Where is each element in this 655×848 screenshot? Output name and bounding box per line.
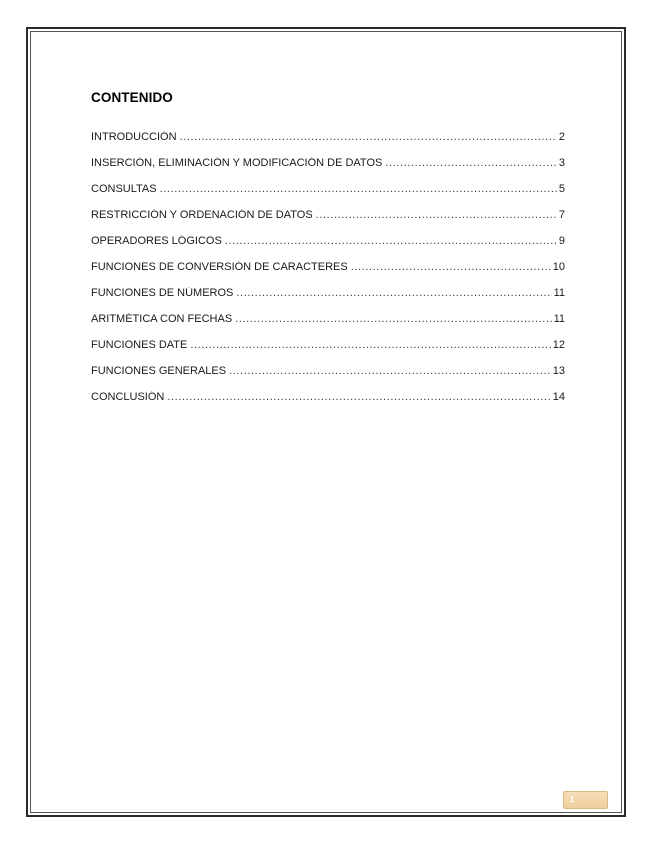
toc-entry[interactable] (91, 235, 565, 261)
toc-entry-page: 11 (553, 287, 565, 299)
toc-entry-label: FUNCIONES DE CONVERSIÓN DE CARACTERES (91, 261, 348, 273)
toc-entry-page: 3 (558, 157, 565, 169)
toc-entry-label: ARITMÉTICA CON FECHAS (91, 313, 233, 325)
toc-entry-page: 5 (558, 183, 565, 195)
toc-entry-label: FUNCIONES GENERALES (91, 365, 227, 377)
toc-entry[interactable] (91, 261, 565, 287)
page-number-badge: 1 (563, 791, 608, 809)
toc-entry-label: INTRODUCCIÓN (91, 131, 177, 143)
toc-dot-leader (225, 235, 557, 247)
toc-entry-label: CONCLUSIÓN (91, 391, 165, 403)
toc-entry-label: RESTRICCIÓN Y ORDENACIÓN DE DATOS (91, 209, 313, 221)
toc-entry[interactable] (91, 287, 565, 313)
toc-entry[interactable] (91, 209, 565, 235)
toc-entry-label: CONSULTAS (91, 183, 157, 195)
toc-dot-leader (235, 313, 551, 325)
toc-dot-leader (385, 157, 557, 169)
toc-entry-page: 9 (558, 235, 565, 247)
toc-dot-leader (229, 365, 551, 377)
toc-entry[interactable] (91, 183, 565, 209)
toc-entry[interactable] (91, 157, 565, 183)
toc-dot-leader (190, 339, 550, 351)
toc-entry-page: 11 (553, 313, 565, 325)
toc-entry-label: FUNCIONES DE NÚMEROS (91, 287, 234, 299)
toc-entry[interactable] (91, 131, 565, 157)
toc-entry-page: 14 (552, 391, 565, 403)
toc-entry[interactable] (91, 313, 565, 339)
toc-entry[interactable] (91, 339, 565, 365)
toc-dot-leader (160, 183, 557, 195)
toc-entry-page: 10 (552, 261, 565, 273)
toc-entry-page: 13 (552, 365, 565, 377)
toc-dot-leader (236, 287, 551, 299)
toc-entry-label: INSERCIÓN, ELIMINACIÓN Y MODIFICACIÓN DE DATOS (91, 157, 383, 169)
table-of-contents (91, 131, 565, 417)
toc-dot-leader (180, 131, 557, 143)
toc-entry[interactable] (91, 365, 565, 391)
toc-dot-leader (351, 261, 551, 273)
toc-title: CONTENIDO (91, 90, 173, 105)
toc-entry-page: 2 (558, 131, 565, 143)
toc-entry-page: 12 (552, 339, 565, 351)
toc-entry-page: 7 (558, 209, 565, 221)
toc-entry-label: OPERADORES LÓGICOS (91, 235, 222, 247)
toc-dot-leader (316, 209, 557, 221)
toc-dot-leader (167, 391, 550, 403)
toc-entry[interactable] (91, 391, 565, 417)
toc-entry-label: FUNCIONES DATE (91, 339, 188, 351)
